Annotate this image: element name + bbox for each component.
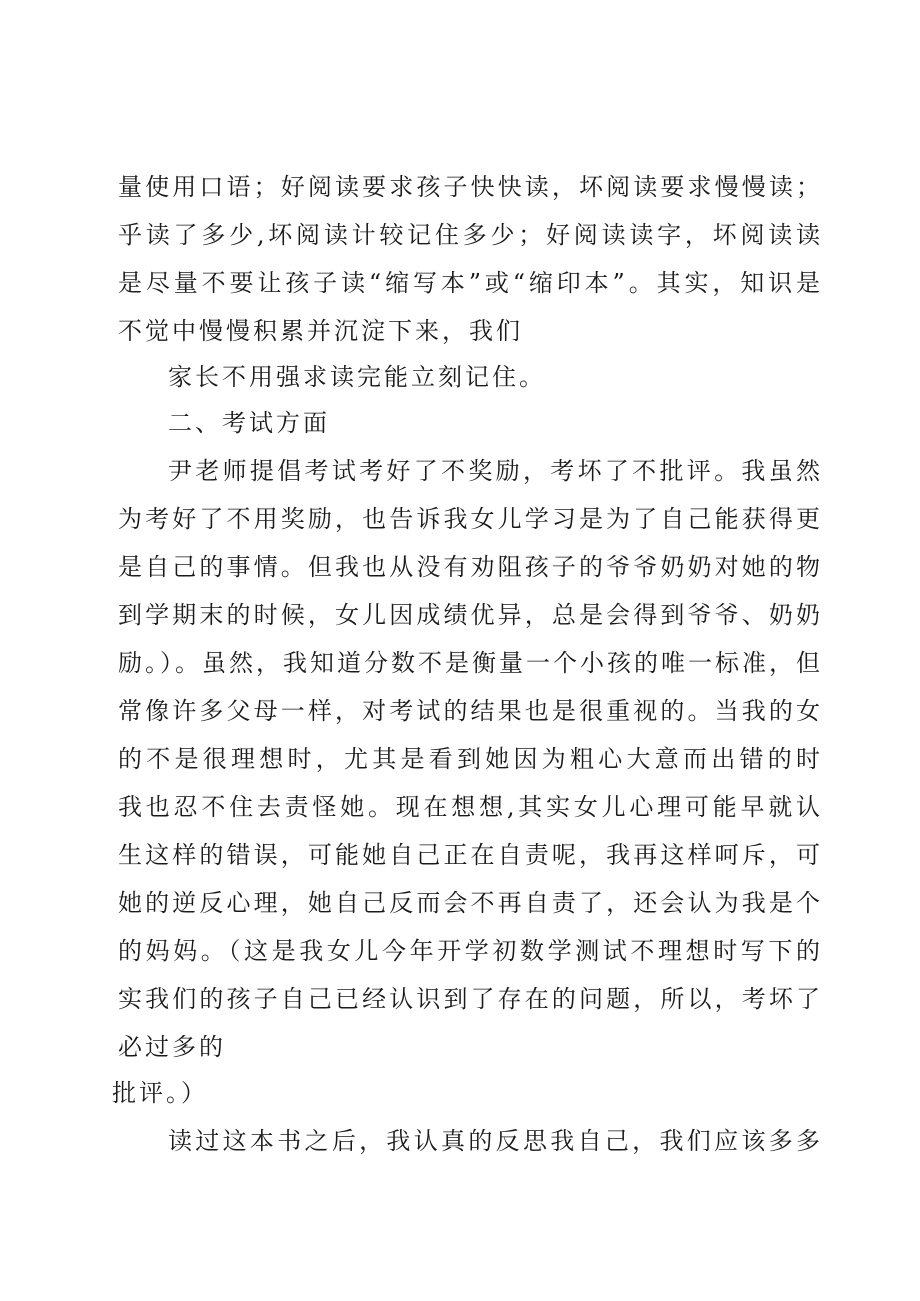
text-line: 的妈妈。（这是我女儿今年开学初数学测试不理想时写下的 bbox=[118, 937, 823, 965]
paragraph-first-line: 读过这本书之后，我认真的反思我自己，我们应该多多 bbox=[168, 1127, 823, 1155]
text-line: 励。）。虽然，我知道分数不是衡量一个小孩的唯一标准，但 bbox=[118, 649, 823, 677]
text-line: 到学期末的时候，女儿因成绩优异，总是会得到爷爷、奶奶 bbox=[118, 601, 823, 629]
text-line: 为考好了不用奖励，也告诉我女儿学习是为了自己能获得更 bbox=[118, 505, 823, 533]
text-line: 生这样的错误，可能她自己正在自责呢，我再这样呵斥，可 bbox=[118, 841, 823, 869]
section-heading: 二、考试方面 bbox=[168, 409, 330, 437]
text-line: 我也忍不住去责怪她。现在想想,其实女儿心理可能早就认 bbox=[118, 793, 823, 821]
text-line: 乎读了多少,坏阅读计较记住多少；好阅读读字，坏阅读读 bbox=[118, 221, 823, 249]
text-line: 必过多的 bbox=[118, 1033, 226, 1061]
text-line: 批评。） bbox=[112, 1079, 208, 1107]
paragraph-line: 家长不用强求读完能立刻记住。 bbox=[168, 363, 546, 391]
text-line: 不觉中慢慢积累并沉淀下来，我们 bbox=[118, 317, 523, 345]
text-line: 量使用口语；好阅读要求孩子快快读，坏阅读要求慢慢读； bbox=[118, 173, 823, 201]
text-line: 是自己的事情。但我也从没有劝阻孩子的爷爷奶奶对她的物 bbox=[118, 553, 823, 581]
text-line: 实我们的孩子自己已经认识到了存在的问题，所以，考坏了 bbox=[118, 985, 823, 1013]
text-line: 她的逆反心理，她自己反而会不再自责了，还会认为我是个 bbox=[118, 889, 823, 917]
text-line: 是尽量不要让孩子读“缩写本”或“缩印本”。其实，知识是 bbox=[118, 269, 823, 297]
paragraph-first-line: 尹老师提倡考试考好了不奖励，考坏了不批评。我虽然 bbox=[168, 457, 823, 485]
text-line: 的不是很理想时，尤其是看到她因为粗心大意而出错的时 bbox=[118, 745, 823, 773]
text-line: 常像许多父母一样，对考试的结果也是很重视的。当我的女 bbox=[118, 697, 823, 725]
